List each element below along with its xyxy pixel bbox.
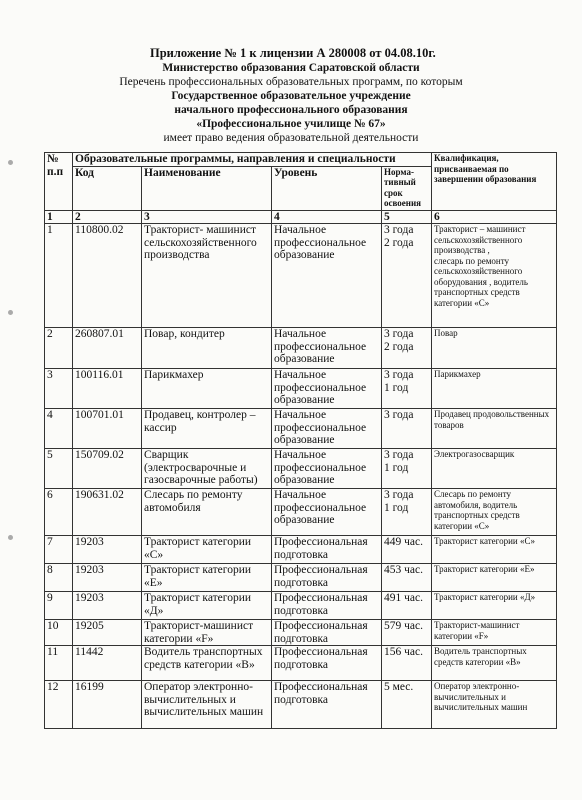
header-programs: Образовательные программы, направления и специальности — [73, 153, 432, 167]
program-name: Оператор электронно-вычислительных и вычислительных машин — [142, 681, 272, 729]
program-term: 449 час. — [382, 536, 432, 564]
program-name: Повар, кондитер — [142, 328, 272, 369]
program-qualification: Парикмахер — [432, 369, 557, 409]
program-code: 19205 — [73, 620, 142, 646]
table-row — [45, 328, 557, 369]
row-number: 1 — [45, 224, 73, 328]
table-row — [45, 369, 557, 409]
colnum-6: 6 — [432, 210, 557, 224]
annex-title: Приложение № 1 к лицензии А 280008 от 04.08.10г. — [150, 46, 436, 60]
table-row — [45, 620, 557, 646]
program-code: 260807.01 — [73, 328, 142, 369]
program-term: 3 года — [382, 409, 432, 449]
row-number: 6 — [45, 489, 73, 536]
header-code: Код — [73, 166, 142, 210]
program-level: Начальное профессиональное образование — [272, 449, 382, 489]
institution-name: «Профессиональное училище № 67» — [196, 118, 386, 130]
program-name: Слесарь по ремонту автомобиля — [142, 489, 272, 536]
program-term: 3 года 2 года — [382, 328, 432, 369]
program-qualification: Слесарь по ремонту автомобиля, водитель транспортных средств категории «С» — [432, 489, 557, 536]
table-row — [45, 592, 557, 620]
row-number: 2 — [45, 328, 73, 369]
program-code: 19203 — [73, 536, 142, 564]
row-number: 12 — [45, 681, 73, 729]
colnum-2: 2 — [73, 210, 142, 224]
header-num: № п.п — [45, 153, 73, 211]
table-row — [45, 681, 557, 729]
punch-hole — [8, 535, 13, 540]
header-qualification: Квалификация, присваиваемая по завершении образования — [432, 153, 557, 211]
row-number: 8 — [45, 564, 73, 592]
table-row — [45, 224, 557, 328]
table-row — [45, 409, 557, 449]
program-name: Тракторист-машинист категории «F» — [142, 620, 272, 646]
punch-hole — [8, 160, 13, 165]
program-name: Водитель транспортных средств категории «В» — [142, 646, 272, 681]
program-level: Профессиональная подготовка — [272, 536, 382, 564]
program-qualification: Тракторист категории «Е» — [432, 564, 557, 592]
program-code: 100116.01 — [73, 369, 142, 409]
institution-line1: Государственное образовательное учреждение — [171, 90, 411, 102]
program-qualification: Повар — [432, 328, 557, 369]
table-row — [45, 536, 557, 564]
program-level: Профессиональная подготовка — [272, 592, 382, 620]
program-term: 5 мес. — [382, 681, 432, 729]
row-number: 11 — [45, 646, 73, 681]
colnum-4: 4 — [272, 210, 382, 224]
colnum-5: 5 — [382, 210, 432, 224]
program-name: Продавец, контролер – кассир — [142, 409, 272, 449]
program-code: 19203 — [73, 592, 142, 620]
table-row — [45, 489, 557, 536]
header-level: Уровень — [272, 166, 382, 210]
header-name: Наименование — [142, 166, 272, 210]
program-term: 3 года 1 год — [382, 489, 432, 536]
program-code: 11442 — [73, 646, 142, 681]
ministry: Министерство образования Саратовской области — [162, 62, 420, 74]
program-level: Начальное профессиональное образование — [272, 224, 382, 328]
program-name: Тракторист- машинист сельскохозяйственного производства — [142, 224, 272, 328]
program-name: Тракторист категории «Д» — [142, 592, 272, 620]
program-code: 150709.02 — [73, 449, 142, 489]
program-code: 19203 — [73, 564, 142, 592]
program-term: 3 года 2 года — [382, 224, 432, 328]
header-term: Норма-тивный срок освоения — [382, 166, 432, 210]
punch-hole — [8, 310, 13, 315]
colnum-3: 3 — [142, 210, 272, 224]
program-level: Профессиональная подготовка — [272, 564, 382, 592]
program-code: 110800.02 — [73, 224, 142, 328]
program-qualification: Водитель транспортных средств категории «В» — [432, 646, 557, 681]
institution-line2: начального профессионального образования — [174, 104, 408, 116]
table-row — [45, 564, 557, 592]
row-number: 7 — [45, 536, 73, 564]
program-qualification: Тракторист категории «Д» — [432, 592, 557, 620]
row-number: 5 — [45, 449, 73, 489]
program-qualification: Электрогазосварщик — [432, 449, 557, 489]
program-level: Начальное профессиональное образование — [272, 489, 382, 536]
program-name: Тракторист категории «Е» — [142, 564, 272, 592]
program-term: 491 час. — [382, 592, 432, 620]
program-level: Начальное профессиональное образование — [272, 328, 382, 369]
program-term: 453 час. — [382, 564, 432, 592]
program-level: Начальное профессиональное образование — [272, 369, 382, 409]
row-number: 10 — [45, 620, 73, 646]
program-name: Сварщик (электросварочные и газосварочные работы) — [142, 449, 272, 489]
program-level: Профессиональная подготовка — [272, 620, 382, 646]
program-qualification: Тракторист – машинист сельскохозяйственного производства , слесарь по ремонту сельскохозяйственного оборудования , водитель транспортных средств категории «С» — [432, 224, 557, 328]
table-row — [45, 449, 557, 489]
program-qualification: Оператор электронно-вычислительных и вычислительных машин — [432, 681, 557, 729]
programs-table — [44, 152, 557, 729]
program-level: Начальное профессиональное образование — [272, 409, 382, 449]
program-qualification: Тракторист-машинист категории «F» — [432, 620, 557, 646]
table-row — [45, 646, 557, 681]
program-code: 190631.02 — [73, 489, 142, 536]
row-number: 4 — [45, 409, 73, 449]
colnum-1: 1 — [45, 210, 73, 224]
program-level: Профессиональная подготовка — [272, 646, 382, 681]
program-level: Профессиональная подготовка — [272, 681, 382, 729]
program-code: 16199 — [73, 681, 142, 729]
program-qualification: Продавец продовольственных товаров — [432, 409, 557, 449]
row-number: 3 — [45, 369, 73, 409]
program-qualification: Тракторист категории «С» — [432, 536, 557, 564]
list-caption: Перечень профессиональных образовательных программ, по которым — [119, 76, 463, 88]
program-term: 3 года 1 год — [382, 449, 432, 489]
program-name: Парикмахер — [142, 369, 272, 409]
program-term: 3 года 1 год — [382, 369, 432, 409]
program-code: 100701.01 — [73, 409, 142, 449]
right-statement: имеет право ведения образовательной деятельности — [163, 132, 419, 144]
program-name: Тракторист категории «С» — [142, 536, 272, 564]
row-number: 9 — [45, 592, 73, 620]
program-term: 156 час. — [382, 646, 432, 681]
program-term: 579 час. — [382, 620, 432, 646]
